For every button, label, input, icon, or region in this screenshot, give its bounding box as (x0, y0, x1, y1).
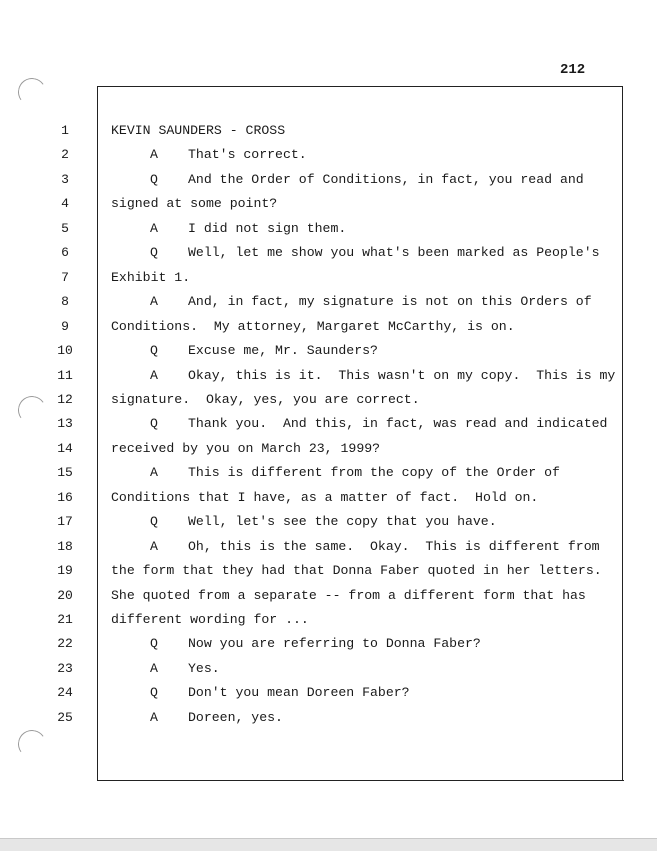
line-number: 3 (61, 172, 69, 187)
line-number: 14 (57, 441, 73, 456)
speaker-label: Q (150, 416, 158, 431)
punch-hole-top (16, 76, 48, 108)
line-text: KEVIN SAUNDERS - CROSS (111, 123, 286, 138)
line-number: 4 (61, 196, 69, 211)
speaker-label: A (150, 221, 158, 236)
line-number: 24 (57, 685, 73, 700)
line-text: This is different from the copy of the Order of (188, 465, 560, 480)
line-number: 6 (61, 245, 69, 260)
punch-hole-bottom (16, 728, 48, 760)
speaker-label: A (150, 710, 158, 725)
page-number: 212 (560, 62, 586, 78)
line-text: received by you on March 23, 1999? (111, 441, 381, 456)
speaker-label: A (150, 539, 158, 554)
line-text: Excuse me, Mr. Saunders? (188, 343, 378, 358)
speaker-label: Q (150, 343, 158, 358)
line-text: And, in fact, my signature is not on this Orders of (188, 294, 592, 309)
line-number: 19 (57, 563, 73, 578)
line-text: Okay, this is it. This wasn't on my copy. This is my (188, 368, 616, 383)
speaker-label: A (150, 465, 158, 480)
line-text: Exhibit 1. (111, 270, 191, 285)
line-number: 25 (57, 710, 73, 725)
line-number: 9 (61, 319, 69, 334)
line-number: 15 (57, 465, 73, 480)
line-text: Yes. (188, 661, 220, 676)
line-number: 5 (61, 221, 69, 236)
line-text: Well, let's see the copy that you have. (188, 514, 497, 529)
line-number: 13 (57, 416, 73, 431)
speaker-label: Q (150, 172, 158, 187)
line-number: 12 (57, 392, 73, 407)
scan-bottom-edge (0, 838, 657, 851)
line-text: Conditions that I have, as a matter of fact. Hold on. (111, 490, 539, 505)
line-text: signature. Okay, yes, you are correct. (111, 392, 420, 407)
line-text: Doreen, yes. (188, 710, 283, 725)
punch-hole-middle (16, 394, 48, 426)
line-text: And the Order of Conditions, in fact, you read and (188, 172, 584, 187)
line-text: different wording for ... (111, 612, 309, 627)
line-text: Oh, this is the same. Okay. This is different from (188, 539, 600, 554)
speaker-label: Q (150, 514, 158, 529)
line-text: I did not sign them. (188, 221, 347, 236)
line-text: Well, let me show you what's been marked as People's (188, 245, 600, 260)
line-text: signed at some point? (111, 196, 278, 211)
speaker-label: A (150, 661, 158, 676)
line-text: the form that they had that Donna Faber quoted in her letters. (111, 563, 602, 578)
line-number: 7 (61, 270, 69, 285)
line-number: 22 (57, 636, 73, 651)
line-text: Now you are referring to Donna Faber? (188, 636, 481, 651)
line-number: 23 (57, 661, 73, 676)
line-number: 18 (57, 539, 73, 554)
line-text: Thank you. And this, in fact, was read and indicated (188, 416, 608, 431)
line-number: 1 (61, 123, 69, 138)
line-text: She quoted from a separate -- from a different form that has (111, 588, 586, 603)
line-number: 21 (57, 612, 73, 627)
speaker-label: Q (150, 636, 158, 651)
speaker-label: Q (150, 685, 158, 700)
line-number: 11 (57, 368, 73, 383)
line-number: 8 (61, 294, 69, 309)
line-number: 10 (57, 343, 73, 358)
line-number: 20 (57, 588, 73, 603)
speaker-label: A (150, 294, 158, 309)
transcript-frame-bottom (97, 780, 624, 781)
line-text: Conditions. My attorney, Margaret McCarthy, is on. (111, 319, 515, 334)
line-number: 2 (61, 147, 69, 162)
line-number: 17 (57, 514, 73, 529)
line-text: Don't you mean Doreen Faber? (188, 685, 410, 700)
line-text: That's correct. (188, 147, 307, 162)
speaker-label: A (150, 368, 158, 383)
speaker-label: Q (150, 245, 158, 260)
line-number: 16 (57, 490, 73, 505)
speaker-label: A (150, 147, 158, 162)
